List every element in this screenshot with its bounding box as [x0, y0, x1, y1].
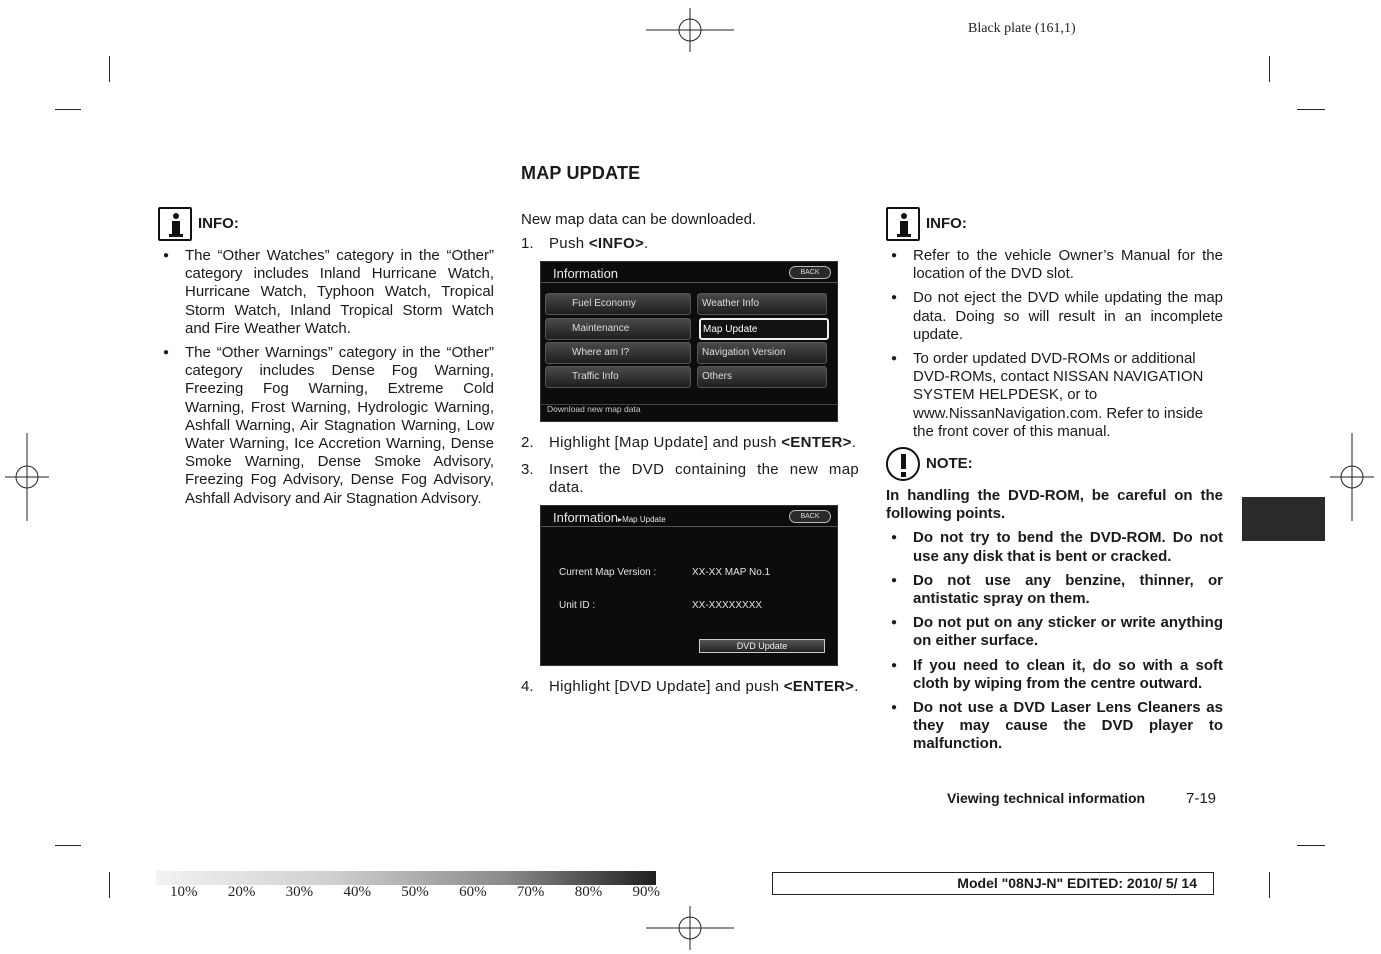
left-column	[158, 207, 494, 514]
unit-id-value: XX-XXXXXXXX	[692, 600, 763, 612]
menu-where-am-i: Where am I?	[545, 342, 691, 364]
plate-label: Black plate (161,1)	[968, 21, 1076, 36]
dvd-update-button: DVD Update	[699, 639, 825, 653]
step-number: 1.	[521, 235, 534, 253]
menu-others: Others	[697, 366, 827, 388]
grayscale-bar	[156, 871, 656, 885]
crop-mark	[1297, 109, 1325, 110]
map-update-screenshot	[540, 505, 838, 666]
info-heading	[158, 207, 494, 241]
registration-mark-top	[646, 8, 734, 52]
list-item: ● Do not use any benzine, thinner, or antistatic spray on them.	[886, 572, 1223, 608]
scale-label: 20%	[227, 884, 256, 900]
middle-column	[521, 211, 859, 702]
info-bullet-list	[886, 247, 1223, 441]
intro-text: New map data can be downloaded.	[521, 211, 757, 228]
page-number: 7-19	[1186, 790, 1217, 807]
info-bullet-list	[158, 247, 494, 508]
menu-weather-info: Weather Info	[697, 293, 827, 315]
crop-mark	[109, 56, 110, 82]
back-button: BACK	[789, 266, 831, 279]
menu-fuel-economy: Fuel Economy	[545, 293, 691, 315]
info-icon	[886, 207, 920, 241]
list-item: ● If you need to clean it, do so with a soft cloth by wiping from the centre outward.	[886, 657, 1223, 693]
list-item: ● Do not try to bend the DVD-ROM. Do not use any disk that is bent or cracked.	[886, 529, 1223, 565]
list-item: ● Do not put on any sticker or write anything on either surface.	[886, 614, 1223, 650]
step-text: Insert the DVD containing the new map data.	[549, 460, 859, 496]
warning-icon	[886, 447, 920, 481]
step-2	[521, 434, 859, 452]
scale-label: 10%	[170, 884, 198, 900]
list-item: ● The “Other Warnings” category in the “Other” category includes Dense Fog Warning, Freezing Fog Warning, Extreme Cold Warning, Frost Warning, Hydrologic Warning, Ashfall Warning, Air Stagnation Warning, Low Water Warning, Ice Accretion Warning, Dense Smoke Warning, Dense Smoke Advisory, Freezing Fog Advisory, Dense Fog Advisory, Ashfall Advisory and Air Stagnation Advisory.	[158, 344, 494, 508]
scale-label: 80%	[574, 884, 603, 900]
scale-label: 30%	[285, 884, 314, 900]
step-number: 3.	[521, 460, 534, 478]
list-item: ● The “Other Watches” category in the “Other” category includes Inland Hurricane Watch, Hurricane Watch, Typhoon Watch, Tropical Storm Watch, Inland Tropical Storm Watch and Fire Weather Watch.	[158, 247, 494, 338]
scale-label: 70%	[516, 884, 545, 900]
scale-label: 40%	[343, 884, 371, 900]
menu-maintenance: Maintenance	[545, 318, 691, 340]
screen-status-text: Download new map data	[547, 404, 641, 415]
step-4	[521, 678, 859, 696]
current-version-value: XX-XX MAP No.1	[692, 567, 771, 579]
info-label: INFO:	[198, 214, 239, 232]
note-heading	[886, 447, 1223, 481]
footer-section-name: Viewing technical information	[947, 790, 1146, 806]
step-number: 2.	[521, 434, 534, 452]
step-text: Highlight [Map Update] and push <ENTER>.	[549, 434, 857, 452]
scale-label: 90%	[632, 884, 660, 900]
note-label: NOTE:	[926, 454, 973, 472]
crop-mark	[1269, 872, 1270, 898]
info-heading	[886, 207, 1223, 241]
info-label: INFO:	[926, 214, 967, 232]
menu-traffic-info: Traffic Info	[545, 366, 691, 388]
list-item: ● Refer to the vehicle Owner’s Manual for the location of the DVD slot.	[886, 247, 1223, 283]
back-button: BACK	[789, 510, 831, 523]
crop-mark	[55, 109, 81, 110]
model-edition-box: Model "08NJ-N" EDITED: 2010/ 5/ 14	[772, 872, 1214, 895]
info-icon	[158, 207, 192, 241]
scale-label: 50%	[401, 884, 429, 900]
list-item: ● To order updated DVD-ROMs or additional DVD-ROMs, contact NISSAN NAVIGATION SYSTEM HELPDESK, or to www.NissanNavigation.com. Refer to inside the front cover of this manual.	[886, 350, 1223, 441]
note-bullet-list	[886, 529, 1223, 753]
screen-title: Information▸Map Update	[553, 510, 666, 526]
crop-mark	[1269, 56, 1270, 82]
menu-map-update: Map Update	[699, 318, 829, 340]
registration-mark-bottom	[646, 906, 734, 950]
grayscale-labels	[170, 884, 660, 901]
note-intro: In handling the DVD-ROM, be careful on the following points.	[886, 487, 1223, 523]
step-text: Push <INFO>.	[549, 235, 649, 253]
current-version-label: Current Map Version :	[559, 567, 657, 579]
scale-label: 60%	[459, 884, 487, 900]
crop-mark	[1297, 845, 1325, 846]
list-item: ● Do not eject the DVD while updating the map data. Doing so will result in an incomplete update.	[886, 289, 1223, 344]
unit-id-label: Unit ID :	[559, 600, 596, 612]
chapter-tab	[1242, 497, 1325, 541]
screen-title: Information	[553, 266, 619, 282]
information-menu-screenshot	[540, 261, 838, 422]
crop-mark	[109, 872, 110, 898]
section-title: MAP UPDATE	[521, 163, 641, 183]
menu-navigation-version: Navigation Version	[697, 342, 827, 364]
right-column	[886, 207, 1223, 760]
step-number: 4.	[521, 678, 534, 696]
step-text: Highlight [DVD Update] and push <ENTER>.	[549, 678, 859, 696]
registration-mark-right	[1330, 433, 1374, 521]
step-3	[521, 461, 859, 497]
crop-mark	[55, 845, 81, 846]
registration-mark-left	[5, 433, 49, 521]
list-item: ● Do not use a DVD Laser Lens Cleaners as they may cause the DVD player to malfunction.	[886, 699, 1223, 754]
step-1	[521, 235, 859, 253]
